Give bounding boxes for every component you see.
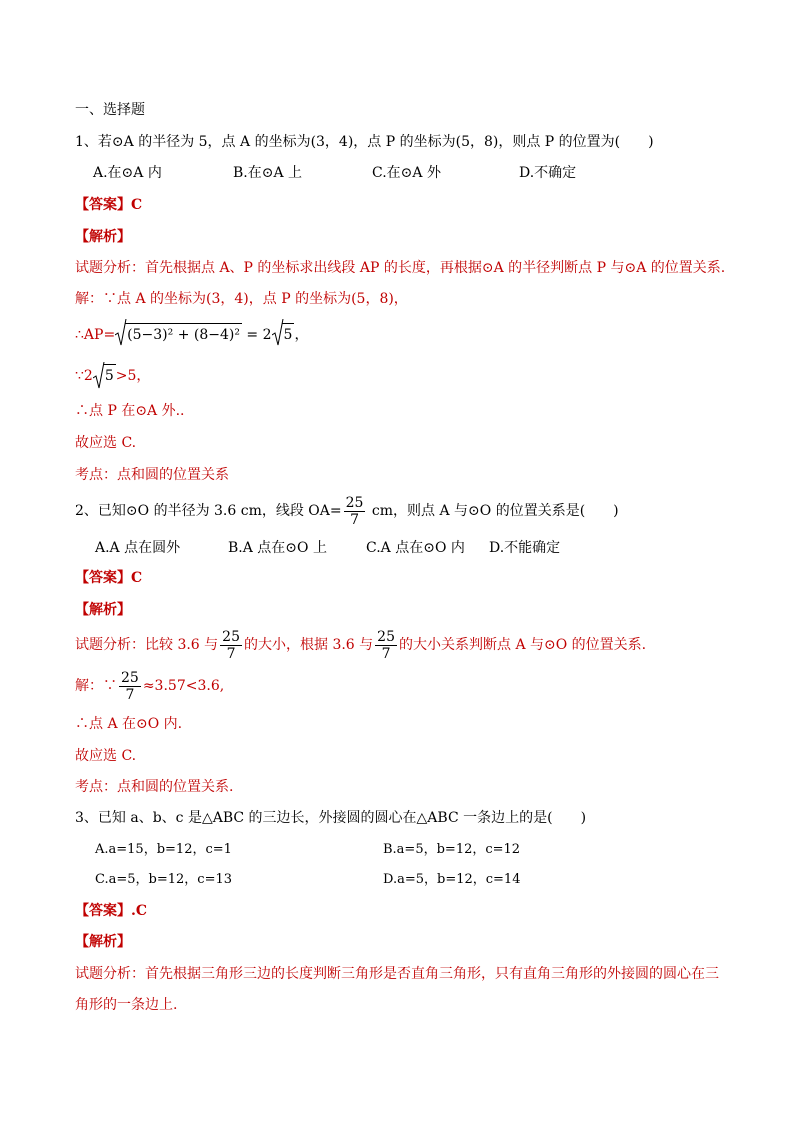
section-title: 一、选择题 (75, 102, 145, 118)
q3-stem: 3、已知 a、b、c 是△ABC 的三边长，外接圆的圆心在△ABC 一条边上的是( ) (75, 810, 587, 826)
q1-sqrt5 (272, 321, 295, 349)
q2-fraction-den: 7 (350, 511, 359, 528)
q2-analysis-part2: 的大小，根据 3.6 与 (244, 637, 374, 653)
q2-analysis-fraction2 (375, 629, 397, 662)
q1-analysis-label: 【解析】 (75, 229, 131, 245)
q1-answer: 【答案】C (75, 197, 143, 213)
q1-gt5: >5， (115, 368, 151, 384)
q1-ap-label: ∴AP= (75, 327, 116, 343)
q1-sqrt5-b (93, 364, 116, 388)
q3-option-a: A.a=15，b=12，c=1 (95, 842, 232, 857)
q1-option-a: A.在⊙A 内 (93, 165, 162, 181)
q3-analysis-line1: 试题分析：首先根据三角形三边的长度判断三角形是否直角三角形，只有直角三角形的外接圆的圆心在三 (75, 966, 719, 982)
q3-option-c: C.a=5，b=12，c=13 (95, 872, 233, 887)
q3-option-b: B.a=5，b=12，c=12 (383, 842, 521, 857)
q2-analysis-label: 【解析】 (75, 602, 131, 618)
q2-point: 考点：点和圆的位置关系. (75, 779, 234, 795)
q2-analysis-frac1-num: 25 (222, 628, 240, 645)
q2-solution-line1 (75, 668, 224, 704)
q2-option-d: D.不能确定 (489, 540, 561, 556)
radical-sign-icon (115, 319, 127, 347)
q2-stem-part1: 2、已知⊙O 的半径为 3.6 cm，线段 OA= (75, 503, 342, 519)
q3-answer: 【答案】.C (75, 903, 148, 919)
q2-fraction-num: 25 (345, 494, 364, 511)
radical-sign-icon (93, 362, 105, 390)
q2-analysis (75, 627, 646, 663)
q2-sol-frac-den: 7 (125, 686, 135, 703)
q1-because-2: ∵2 (75, 368, 93, 384)
q1-equals: = 2 (246, 327, 272, 343)
q1-sqrt-expression (115, 321, 242, 349)
q2-fraction (344, 495, 366, 528)
q2-sol1-part2: ≈3.57<3.6, (142, 678, 225, 694)
q1-sqrt5-b-radicand: 5 (103, 364, 116, 387)
q1-option-c: C.在⊙A 外 (372, 165, 441, 181)
q1-option-b: B.在⊙A 上 (233, 165, 303, 181)
radical-sign-icon (272, 319, 284, 347)
q2-analysis-part1: 试题分析：比较 3.6 与 (75, 637, 219, 653)
q2-analysis-fraction1 (220, 629, 242, 662)
q2-option-a: A.A 点在圆外 (95, 540, 181, 556)
q1-sqrt5-radicand: 5 (282, 323, 295, 346)
q1-solution-line3 (75, 364, 150, 388)
q3-analysis-label: 【解析】 (75, 934, 131, 950)
q1-point: 考点：点和圆的位置关系 (75, 467, 229, 483)
q1-radicand: (5−3)² + (8−4)² (125, 323, 242, 346)
q1-choose: 故应选 C. (75, 435, 137, 451)
q2-option-b: B.A 点在⊙O 上 (228, 540, 327, 556)
q2-sol-fraction (119, 670, 141, 703)
q3-option-d: D.a=5，b=12，c=14 (383, 872, 521, 887)
q2-solution-line2: ∴点 A 在⊙O 内. (75, 716, 183, 732)
q2-sol1-part1: 解：∵ (75, 678, 117, 694)
q2-stem-part2: cm，则点 A 与⊙O 的位置关系是( ) (367, 503, 619, 519)
q2-analysis-frac1-den: 7 (226, 645, 236, 662)
q1-stem: 1、若⊙A 的半径为 5，点 A 的坐标为(3，4)，点 P 的坐标为(5，8)，则点 P 的位置为( ) (75, 134, 654, 150)
q3-analysis-line2: 角形的一条边上. (75, 997, 178, 1013)
q2-answer: 【答案】C (75, 570, 143, 586)
q1-solution-line4: ∴点 P 在⊙A 外.. (75, 403, 185, 419)
q2-option-c: C.A 点在⊙O 内 (366, 540, 465, 556)
q1-solution-line1: 解：∵点 A 的坐标为(3，4)，点 P 的坐标为(5，8)， (75, 291, 408, 307)
q2-analysis-frac2-num: 25 (377, 628, 395, 645)
q1-comma: ， (294, 327, 309, 343)
q2-analysis-frac2-den: 7 (381, 645, 391, 662)
q1-option-d: D.不确定 (519, 165, 577, 181)
q1-solution-line2 (75, 321, 308, 349)
q1-analysis: 试题分析：首先根据点 A、P 的坐标求出线段 AP 的长度，再根据⊙A 的半径判断点 P 与⊙A 的位置关系. (75, 260, 726, 276)
q2-analysis-part3: 的大小关系判断点 A 与⊙O 的位置关系. (399, 637, 647, 653)
q2-choose: 故应选 C. (75, 748, 137, 764)
q2-sol-frac-num: 25 (121, 669, 139, 686)
q2-stem (75, 493, 619, 529)
